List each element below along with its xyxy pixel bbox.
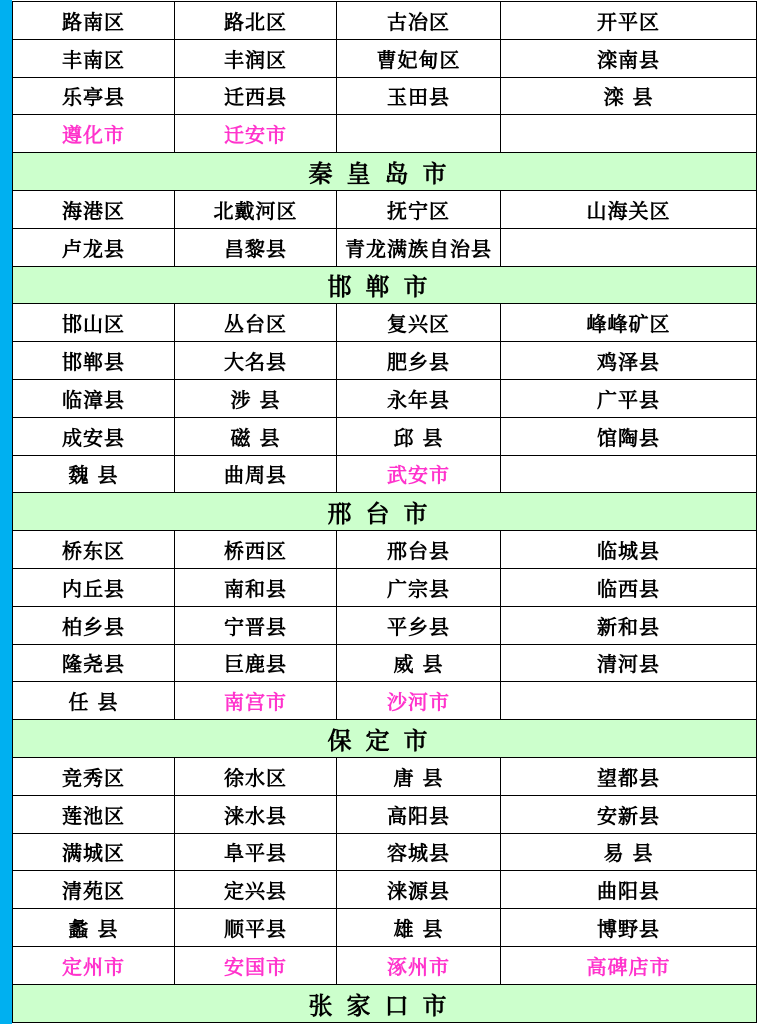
district-cell: 临漳县 [13,379,175,417]
district-cell: 广宗县 [337,568,501,606]
district-cell: 望都县 [501,757,757,795]
district-cell: 徐水区 [175,757,337,795]
district-cell: 大名县 [175,342,337,380]
district-cell: 永年县 [337,379,501,417]
district-cell: 馆陶县 [501,417,757,455]
district-cell: 涞水县 [175,795,337,833]
table-row [13,417,757,455]
county-level-city-cell: 涿州市 [337,946,501,984]
table-row [13,2,757,40]
district-cell: 开平区 [501,2,757,40]
district-cell: 青龙满族自治县 [337,228,501,266]
district-cell: 巨鹿县 [175,644,337,682]
city-header: 邯郸市 [13,266,757,304]
district-cell [501,115,757,153]
district-cell: 竞秀区 [13,757,175,795]
district-cell: 路北区 [175,2,337,40]
district-cell: 容城县 [337,833,501,871]
district-cell: 曹妃甸区 [337,39,501,77]
county-level-city-cell: 沙河市 [337,682,501,720]
county-level-city-cell: 高碑店市 [501,946,757,984]
district-cell [501,228,757,266]
district-cell: 丰南区 [13,39,175,77]
district-cell: 平乡县 [337,606,501,644]
district-cell: 曲阳县 [501,871,757,909]
district-cell: 邯山区 [13,304,175,342]
district-cell: 抚宁区 [337,190,501,228]
district-cell: 丛台区 [175,304,337,342]
district-cell: 北戴河区 [175,190,337,228]
table-row [13,455,757,493]
district-cell: 复兴区 [337,304,501,342]
table-row [13,682,757,720]
district-cell: 邱 县 [337,417,501,455]
district-cell: 定兴县 [175,871,337,909]
district-cell [501,682,757,720]
district-cell: 昌黎县 [175,228,337,266]
district-cell: 蠡 县 [13,909,175,947]
district-cell [501,455,757,493]
district-cell: 满城区 [13,833,175,871]
district-cell: 隆尧县 [13,644,175,682]
admin-division-table [12,1,757,1023]
district-cell: 丰润区 [175,39,337,77]
district-cell: 滦 县 [501,77,757,115]
table-row [13,342,757,380]
district-cell: 临城县 [501,531,757,569]
district-cell: 邯郸县 [13,342,175,380]
district-cell: 博野县 [501,909,757,947]
district-cell: 内丘县 [13,568,175,606]
district-cell: 鸡泽县 [501,342,757,380]
district-cell: 宁晋县 [175,606,337,644]
district-cell: 魏 县 [13,455,175,493]
district-cell: 任 县 [13,682,175,720]
table-row [13,644,757,682]
district-cell: 磁 县 [175,417,337,455]
district-cell: 安新县 [501,795,757,833]
table-row [13,946,757,984]
district-cell: 新和县 [501,606,757,644]
city-header: 秦皇岛市 [13,153,757,191]
district-cell: 莲池区 [13,795,175,833]
county-level-city-cell: 武安市 [337,455,501,493]
city-header-row [13,720,757,758]
city-header-row [13,153,757,191]
table-row [13,909,757,947]
district-cell: 清河县 [501,644,757,682]
left-accent-bar [0,0,12,1024]
district-cell: 山海关区 [501,190,757,228]
table-row [13,379,757,417]
district-cell: 海港区 [13,190,175,228]
city-header-row [13,984,757,1022]
city-header-row [13,266,757,304]
district-cell: 桥西区 [175,531,337,569]
district-cell: 玉田县 [337,77,501,115]
district-cell: 涞源县 [337,871,501,909]
district-cell: 卢龙县 [13,228,175,266]
district-cell: 广平县 [501,379,757,417]
district-cell: 威 县 [337,644,501,682]
district-cell: 清苑区 [13,871,175,909]
district-cell: 滦南县 [501,39,757,77]
district-cell: 涉 县 [175,379,337,417]
table-row [13,833,757,871]
district-cell: 柏乡县 [13,606,175,644]
district-cell: 雄 县 [337,909,501,947]
district-cell: 易 县 [501,833,757,871]
district-cell: 路南区 [13,2,175,40]
district-cell: 临西县 [501,568,757,606]
table-row [13,606,757,644]
district-cell: 邢台县 [337,531,501,569]
city-header: 邢台市 [13,493,757,531]
table-row [13,871,757,909]
county-level-city-cell: 迁安市 [175,115,337,153]
district-cell: 迁西县 [175,77,337,115]
district-cell: 成安县 [13,417,175,455]
district-cell: 南和县 [175,568,337,606]
district-cell: 阜平县 [175,833,337,871]
table-body [13,2,757,1023]
county-level-city-cell: 南宫市 [175,682,337,720]
district-cell: 古冶区 [337,2,501,40]
table-row [13,304,757,342]
table-row [13,795,757,833]
district-cell [337,115,501,153]
table-row [13,531,757,569]
table-row [13,568,757,606]
district-cell: 桥东区 [13,531,175,569]
district-cell: 乐亭县 [13,77,175,115]
city-header-row [13,493,757,531]
table-row [13,39,757,77]
district-cell: 曲周县 [175,455,337,493]
county-level-city-cell: 定州市 [13,946,175,984]
city-header: 张家口市 [13,984,757,1022]
city-header: 保定市 [13,720,757,758]
table-row [13,77,757,115]
table-row [13,115,757,153]
district-cell: 峰峰矿区 [501,304,757,342]
table-row [13,228,757,266]
table-row [13,190,757,228]
county-level-city-cell: 遵化市 [13,115,175,153]
district-cell: 高阳县 [337,795,501,833]
district-cell: 顺平县 [175,909,337,947]
district-cell: 肥乡县 [337,342,501,380]
table-row [13,757,757,795]
district-cell: 唐 县 [337,757,501,795]
county-level-city-cell: 安国市 [175,946,337,984]
